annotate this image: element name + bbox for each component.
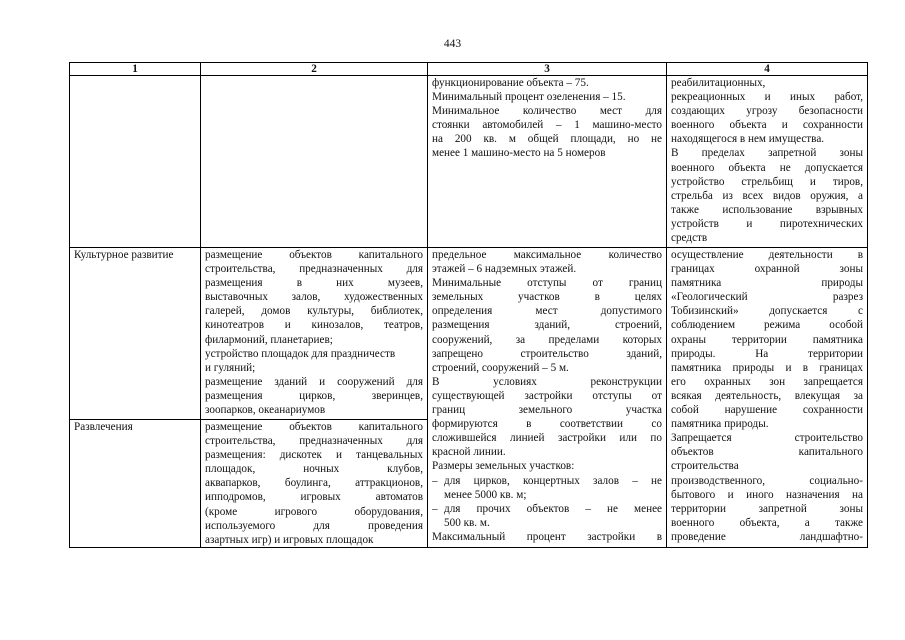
table-row-culture (70, 248, 868, 420)
cell-description (201, 420, 428, 548)
text-line: Развлечения (74, 421, 133, 433)
text-line: – для прочих объектов – не менее (432, 502, 662, 516)
text-line: этажей – 6 надземных этажей. (432, 263, 577, 276)
text-line: военного объекта, а также (671, 516, 863, 529)
text-line: памятника природы (671, 277, 863, 290)
text-line: устройство стрельбищ и тиров, (671, 175, 863, 188)
text-line: размещения в них музеев, (205, 277, 423, 290)
text-line: Культурное развитие (74, 249, 174, 261)
text-line: производственного, социально- (671, 474, 863, 487)
text-line: Размеры земельных участков: (432, 460, 575, 473)
text-line: строений, сооружений – 5 м. (432, 361, 569, 374)
text-line: памятника природы и в границах (671, 361, 863, 374)
text-line: функционирование объекта – 75. (432, 77, 589, 89)
text-line: размещения: дискотек и танцевальных (205, 449, 423, 462)
text-line: менее 1 машино-место на 5 номеров (432, 147, 606, 160)
text-line: формируются в соответствии со (432, 418, 662, 431)
text-line: – для цирков, концертных залов – не (432, 474, 662, 488)
header-cell-4: 4 (667, 63, 868, 76)
text-line: соблюдением режима особой (671, 319, 863, 332)
text-line: военного объекта не допускается (671, 161, 863, 174)
text-line: и гуляний; (205, 361, 256, 374)
page-number: 443 (443, 38, 462, 50)
text-line: предельное максимальное количество (432, 249, 662, 261)
text-line: 500 кв. м. (444, 516, 490, 529)
text-line: размещение объектов капитального (205, 249, 423, 261)
text-line: осуществление деятельности в (671, 249, 863, 261)
text-line: собой нарушение сохранности (671, 404, 863, 417)
header-row (70, 63, 868, 76)
text-line: Минимальное количество мест для (432, 105, 662, 118)
cell-restrictions (667, 248, 868, 548)
text-line: строительства, предназначенных для (205, 263, 423, 276)
text-line: площадок, ночных клубов, (205, 463, 423, 476)
text-line: ипподромов, игровых автоматов (205, 491, 423, 504)
text-line: аквапарков, боулинга, аттракционов, (205, 477, 423, 490)
text-line: филармоний, планетариев; (205, 333, 333, 346)
text-line: используемого для проведения (205, 519, 423, 532)
text-line: менее 5000 кв. м; (444, 488, 527, 501)
text-line: галерей, домов культуры, библиотек, (205, 305, 423, 318)
text-line: Тобизинский» допускается с (671, 305, 863, 318)
text-line: существующей застройки отступы от (432, 389, 662, 402)
text-line: запрещено строительство зданий, (432, 347, 662, 360)
text-line: реабилитационных, (671, 77, 766, 89)
text-line: Минимальный процент озеленения – 15. (432, 91, 626, 104)
text-line: (кроме игрового оборудования, (205, 505, 423, 518)
text-line: природы. На территории (671, 347, 863, 360)
text-line: размещение объектов капитального (205, 421, 423, 433)
text-line: военного объекта и сохранности (671, 119, 863, 132)
text-line: строительства, предназначенных для (205, 435, 423, 448)
text-line: В условиях реконструкции (432, 375, 662, 388)
text-line: памятника природы. (671, 418, 769, 431)
table-row-continuation (70, 76, 868, 248)
text-line: размещения цирков, зверинцев, (205, 389, 423, 402)
text-line: находящегося в нем имущества. (671, 133, 825, 146)
text-line: азартных игр) и игровых площадок (205, 533, 374, 546)
text-line: Максимальный процент застройки в (432, 530, 662, 543)
header-cell-3: 3 (428, 63, 667, 76)
cell-parameters (428, 76, 667, 248)
text-line: границ земельного участка (432, 404, 662, 417)
text-line: охраны территории памятника (671, 333, 863, 346)
text-line: устройство площадок для праздничеств (205, 347, 396, 360)
text-line: также использование взрывных (671, 203, 863, 216)
text-line: определения мест допустимого (432, 305, 662, 318)
text-line: земельных участков в целях (432, 291, 662, 304)
text-line: В пределах запретной зоны (671, 147, 863, 160)
text-line: на 200 кв. м общей площади, но не (432, 133, 662, 146)
text-line: объектов капитального (671, 446, 863, 459)
text-line: размещение зданий и сооружений для (205, 375, 423, 388)
text-line: бытового и иного назначения на (671, 488, 863, 501)
text-line: его охранных зон запрещается (671, 375, 863, 388)
cell-description (201, 248, 428, 420)
text-line: сооружений, за пределами которых (432, 333, 662, 346)
text-line: стоянки автомобилей – 1 машино-место (432, 119, 662, 132)
header-cell-2: 2 (201, 63, 428, 76)
cell-use-type (70, 76, 201, 248)
text-line: территории запретной зоны (671, 502, 863, 515)
text-line: Минимальные отступы от границ (432, 277, 662, 290)
cell-use-type (70, 420, 201, 548)
header-cell-1: 1 (70, 63, 201, 76)
text-line: создающих угрозу безопасности (671, 105, 863, 118)
text-line: красной линии. (432, 446, 506, 459)
cell-parameters (428, 248, 667, 548)
text-line: проведение ландшафтно- (671, 530, 863, 543)
text-line: границах охранной зоны (671, 263, 863, 276)
text-line: сложившейся линией застройки или по (432, 432, 662, 445)
cell-restrictions (667, 76, 868, 248)
cell-use-type (70, 248, 201, 420)
text-line: зоопарков, океанариумов (205, 404, 326, 417)
text-line: кинотеатров и кинозалов, театров, (205, 319, 423, 332)
text-line: средств (671, 232, 708, 245)
text-line: Запрещается строительство (671, 432, 863, 445)
text-line: строительства (671, 460, 739, 473)
text-line: выставочных залов, художественных (205, 291, 423, 304)
text-line: размещения зданий, строений, (432, 319, 662, 332)
text-line: «Геологический разрез (671, 291, 863, 304)
text-line: стрельба из всех видов оружия, а (671, 189, 863, 202)
text-line: устройств и пиротехнических (671, 217, 863, 230)
cell-description (201, 76, 428, 248)
text-line: рекреационных и иных работ, (671, 91, 863, 104)
text-line: всякая деятельность, влекущая за (671, 389, 863, 402)
land-use-table (69, 62, 868, 548)
